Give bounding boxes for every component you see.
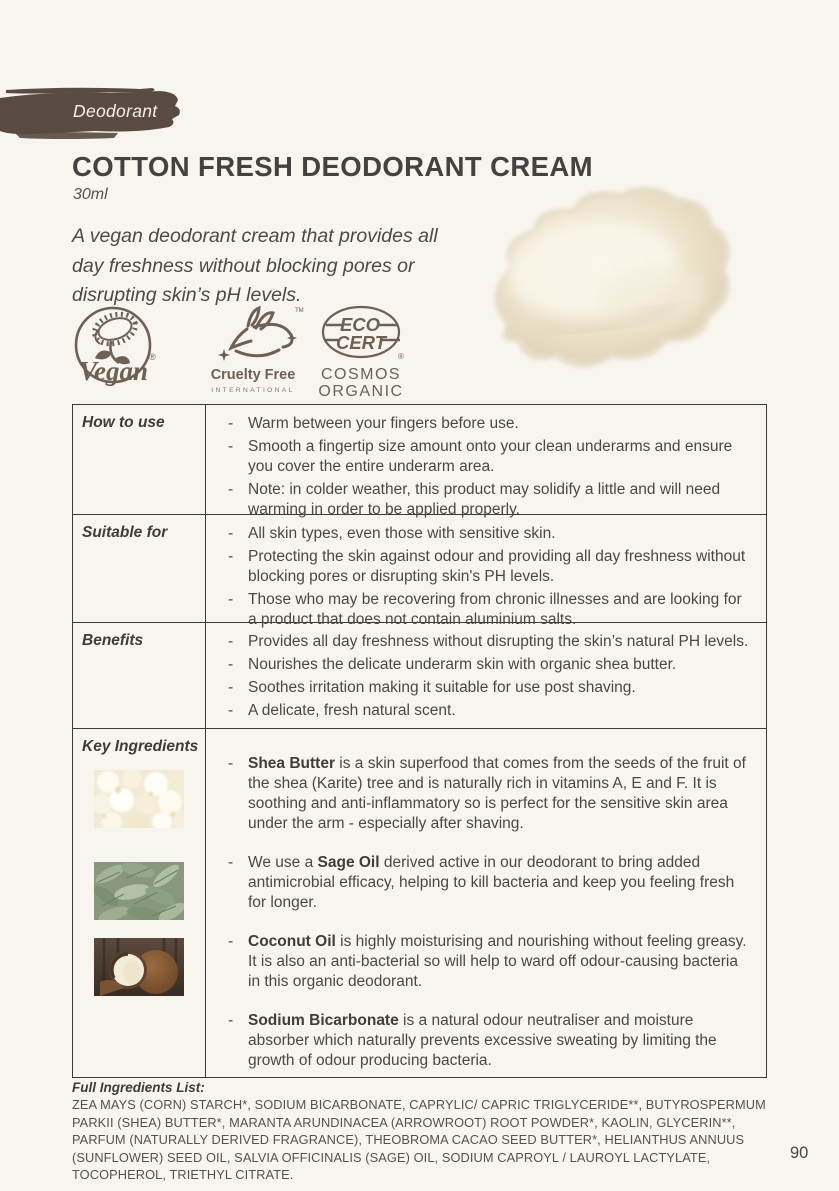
full-ingredients-label: Full Ingredients List: xyxy=(72,1080,205,1095)
cream-smear-photo xyxy=(444,162,764,400)
row-content xyxy=(206,515,766,628)
bullet-item: - Protecting the skin against odour and providing all day freshness without blocking pores or disrupting skin's PH levels. xyxy=(226,547,752,587)
row-label: Key Ingredients xyxy=(82,738,199,755)
ecocert-sublabel1: COSMOS xyxy=(320,366,402,383)
cruelty-free-label: Cruelty Free xyxy=(210,367,296,383)
bullet-item: - Provides all day freshness without disrupting the skin’s natural PH levels. xyxy=(226,632,752,652)
table-row-benefits xyxy=(73,622,766,728)
ecocert-line2: CERT xyxy=(335,332,387,353)
product-info-table xyxy=(72,404,767,1078)
bullet-item: - A delicate, fresh natural scent. xyxy=(226,701,752,721)
full-ingredients-section xyxy=(72,1080,774,1184)
bullet-item: - Sodium Bicarbonate is a natural odour neutraliser and moisture absorber which naturally prevents excessive sweating by limiting the growth of odour producing bacteria. xyxy=(226,1011,752,1071)
sage-leaves-photo xyxy=(94,862,184,920)
bullet-item: - Coconut Oil is highly moisturising and nourishing without feeling greasy. It is also an anti-bacterial so will help to ward off odour-causing bacteria in this organic deodorant. xyxy=(226,932,752,992)
bullet-item: - Soothes irritation making it suitable for use post shaving. xyxy=(226,678,752,698)
row-content xyxy=(206,405,766,518)
vegan-logo-text: Vegan xyxy=(79,356,149,386)
vegan-registered-mark: ® xyxy=(149,352,156,362)
row-content xyxy=(206,623,766,728)
row-label: How to use xyxy=(73,405,206,514)
row-content xyxy=(206,729,766,1077)
star-icon xyxy=(218,349,230,361)
product-size: 30ml xyxy=(73,186,108,203)
bullet-item: - All skin types, even those with sensitive skin. xyxy=(226,524,752,544)
row-label: Suitable for xyxy=(73,515,206,622)
cruelty-free-logo-icon xyxy=(202,302,304,396)
product-description: A vegan deodorant cream that provides all day freshness without blocking pores or disrupting skin’s pH levels. xyxy=(72,225,438,306)
shea-butter-photo xyxy=(94,770,184,828)
category-tag xyxy=(0,86,190,142)
certification-logos xyxy=(68,300,418,400)
leaping-bunny-icon xyxy=(231,308,292,356)
bullet-item: - Shea Butter is a skin superfood that comes from the seeds of the fruit of the shea (Karite) tree and is naturally rich in vitamins A, E and F. It is soothing and anti-inflammatory so is perfect for the sensitive skin area under the arm - especially after shaving. xyxy=(226,754,752,834)
full-ingredients-text: ZEA MAYS (CORN) STARCH*, SODIUM BICARBONATE, CAPRYLIC/ CAPRIC TRIGLYCERIDE**, BUTYROSPERMUM PARKII (SHEA) BUTTER*, MARANTA ARUNDINACEA (ARROWROOT) ROOT POWDER*, KAOLIN, GLYCERIN**, PARFUM (NATURALLY DERIVED FRAGRANCE), THEOBROMA CACAO SEED BUTTER*, HELIANTHUS ANNUUS (SUNFLOWER) SEED OIL, SALVIA OFFICINALIS (SAGE) OIL, SODIUM CAPROYL / LAUROYL LACTYLATE, TOCOPHEROL, TRIETHYL CITRATE. xyxy=(72,1097,766,1182)
ecocert-line1: ECO xyxy=(339,314,381,335)
bullet-item: - Warm between your fingers before use. xyxy=(226,414,752,434)
table-row-suitable-for xyxy=(73,514,766,628)
bullet-item: - Note: in colder weather, this product may solidify a little and will need warming in order to be applied properly. xyxy=(226,480,752,520)
row-label: Benefits xyxy=(73,623,206,728)
ecocert-sublabel2: ORGANIC xyxy=(318,383,404,398)
product-title: COTTON FRESH DEODORANT CREAM xyxy=(72,151,593,182)
ecocert-registered-mark: ® xyxy=(398,352,404,361)
bullet-item: - We use a Sage Oil derived active in our deodorant to bring added antimicrobial efficacy, helping to kill bacteria and keep you feeling fresh for longer. xyxy=(226,853,752,913)
page-number: 90 xyxy=(790,1144,809,1162)
cruelty-free-sublabel: INTERNATIONAL xyxy=(211,387,295,394)
category-tag-label: Deodorant xyxy=(73,101,158,121)
ingredient-photos xyxy=(94,770,199,996)
vegan-logo-icon xyxy=(68,300,160,396)
table-row-how-to-use xyxy=(73,405,766,518)
bullet-item: - Nourishes the delicate underarm skin with organic shea butter. xyxy=(226,655,752,675)
ecocert-logo-icon xyxy=(314,302,410,398)
row-label-cell xyxy=(73,729,206,1077)
coconut-photo xyxy=(94,938,184,996)
bullet-item: - Those who may be recovering from chronic illnesses and are looking for a product that does not contain aluminium salts. xyxy=(226,590,752,630)
bullet-item: - Smooth a fingertip size amount onto your clean underarms and ensure you cover the entire underarm area. xyxy=(226,437,752,477)
trademark-mark: TM xyxy=(295,308,304,314)
star-icon xyxy=(287,333,297,343)
table-row-key-ingredients xyxy=(73,728,766,1077)
